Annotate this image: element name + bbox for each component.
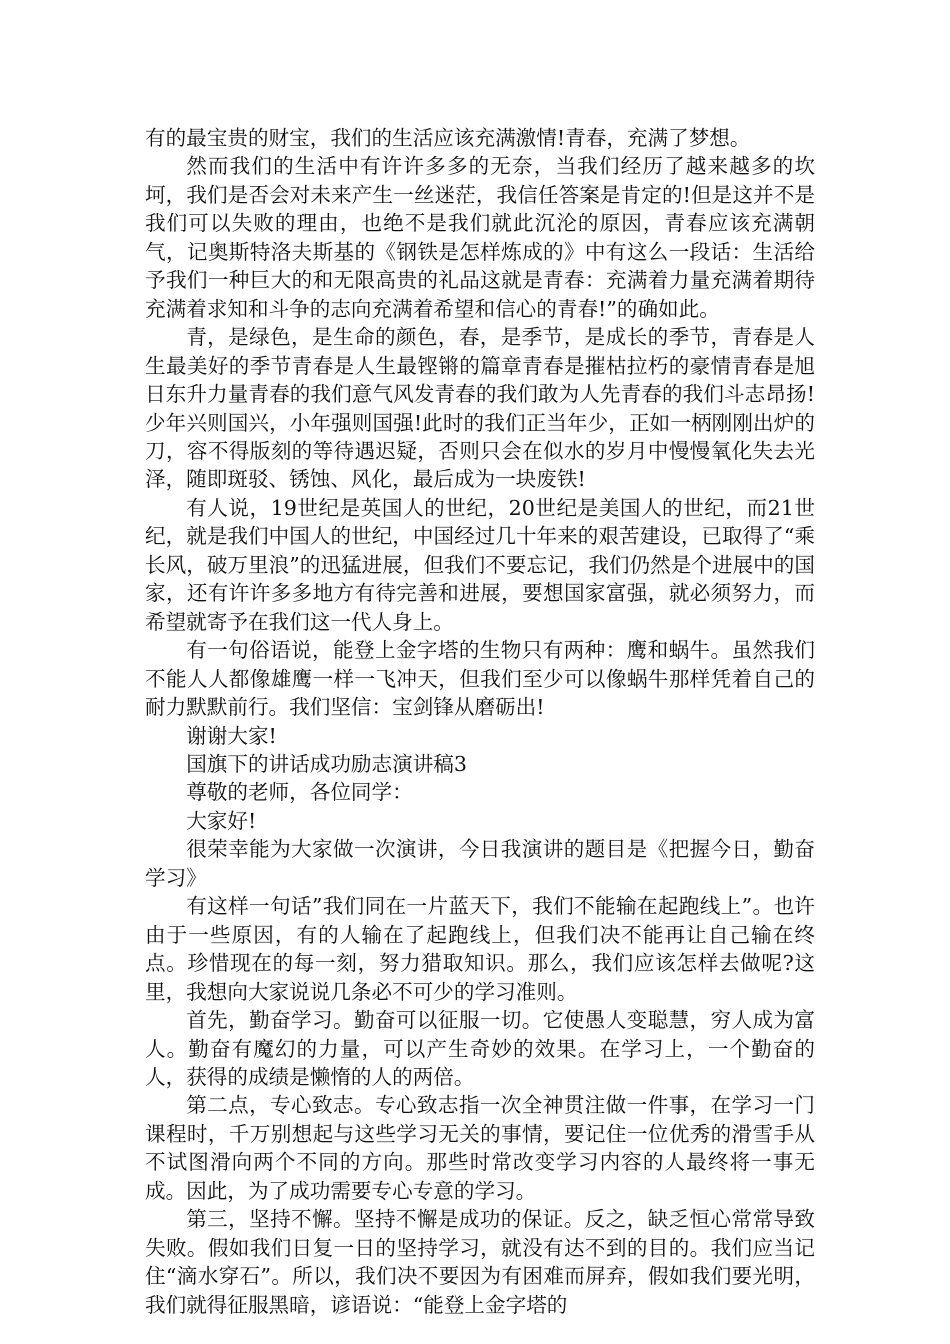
- paragraph: 有这样一句话”我们同在一片蓝天下，我们不能输在起跑线上”。也许由于一些原因，有的人输在了起跑线上，但我们决不能再让自己输在终点。珍惜现在的每一刻，努力猎取知识。那么，我们应该怎样去做呢?这里，我想向大家说说几条必不可少的学习准则。: [145, 894, 815, 1004]
- salutation: 尊敬的老师，各位同学：: [186, 780, 413, 805]
- paragraph: 然而我们的生活中有许许多多的无奈，当我们经历了越来越多的坎坷，我们是否会对未来产生一丝迷茫，我信任答案是肯定的!但是这并不是我们可以失败的理由，也绝不是我们就此沉沦的原因，青春应该充满朝气，记奥斯特洛夫斯基的《钢铁是怎样炼成的》中有这么一段话：生活给予我们一种巨大的和无限高贵的礼品这就是青春：充满着力量充满着期待充满着求知和斗争的志向充满着希望和信心的青春!”的确如此。: [145, 154, 815, 321]
- paragraph: 很荣幸能为大家做一次演讲，今日我演讲的题目是《把握今日，勤奋学习》: [145, 837, 815, 890]
- paragraph: 首先，勤奋学习。勤奋可以征服一切。它使愚人变聪慧，穷人成为富人。勤奋有魔幻的力量，可以产生奇妙的效果。在学习上，一个勤奋的人，获得的成绩是懒惰的人的两倍。: [145, 1008, 815, 1089]
- paragraph: 第二点，专心致志。专心致志指一次全神贯注做一件事，在学习一门课程时，千万别想起与这些学习无关的事情，要记住一位优秀的滑雪手从不试图滑向两个不同的方向。那些时常改变学习内容的人最终将一事无成。因此，为了成功需要专心专意的学习。: [145, 1093, 815, 1203]
- section-title: 国旗下的讲话成功励志演讲稿3: [186, 751, 468, 776]
- paragraph: 有一句俗语说，能登上金字塔的生物只有两种：鹰和蜗牛。虽然我们不能人人都像雄鹰一样一飞冲天，但我们至少可以像蜗牛那样凭着自己的耐力默默前行。我们坚信：宝剑锋从磨砺出!: [145, 638, 815, 720]
- document-body: [145, 124, 815, 1319]
- paragraph-continuation: 有的最宝贵的财宝，我们的生活应该充满激情!青春，充满了梦想。: [145, 126, 751, 150]
- greeting: 大家好!: [186, 808, 257, 833]
- paragraph: 有人说，19世纪是英国人的世纪，20世纪是美国人的世纪，而21世纪，就是我们中国人的世纪，中国经过几十年来的艰苦建设，已取得了“乘长风，破万里浪”的迅猛进展，但我们不要忘记，我们仍然是个进展中的国家，还有许许多多地方有待完善和进展，要想国家富强，就必须努力，而希望就寄予在我们这一代人身上。: [145, 495, 815, 634]
- closing-line: 谢谢大家!: [186, 723, 277, 748]
- paragraph: 青，是绿色，是生命的颜色，春，是季节，是成长的季节，青春是人生最美好的季节青春是人生最铿锵的篇章青春是摧枯拉朽的豪情青春是旭日东升力量青春的我们意气风发青春的我们敢为人先青春的我们斗志昂扬!少年兴则国兴，小年强则国强!此时的我们正当年少，正如一柄刚刚出炉的刀，容不得版刻的等待遇迟疑，否则只会在似水的岁月中慢慢氧化失去光泽，随即斑驳、锈蚀、风化，最后成为一块废铁!: [145, 325, 815, 492]
- paragraph: 第三，坚持不懈。坚持不懈是成功的保证。反之，缺乏恒心常常导致失败。假如我们日复一日的坚持学习，就没有达不到的目的。我们应当记住“滴水穿石”。所以，我们决不要因为有困难而屏弃，假如我们要光明，我们就得征服黑暗，谚语说：“能登上金字塔的: [145, 1207, 815, 1317]
